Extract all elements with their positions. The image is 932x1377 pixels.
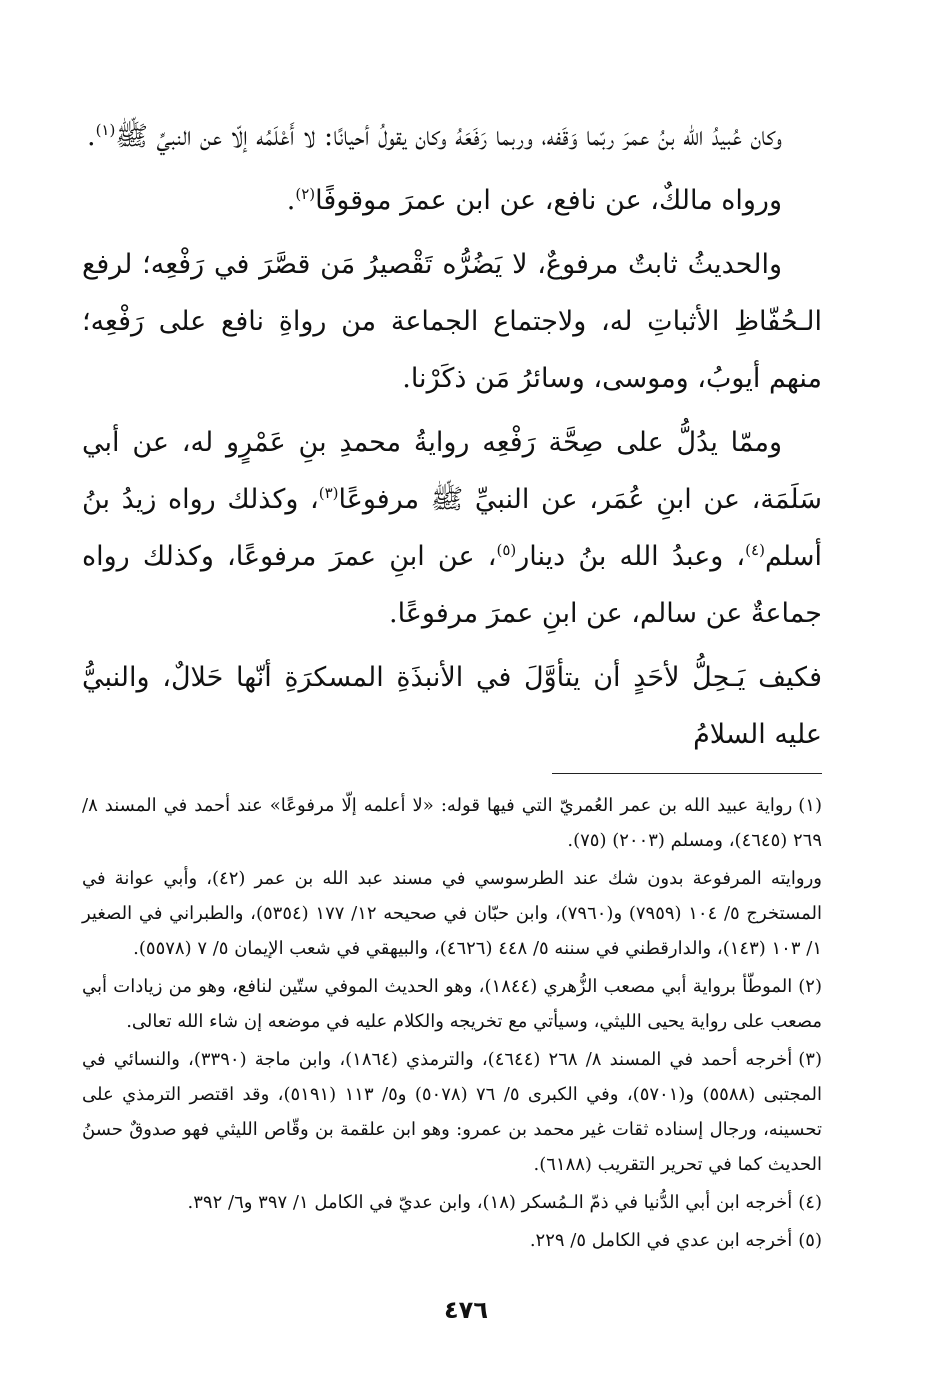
footnote-separator	[552, 773, 822, 774]
footnote-text: أخرجه ابن أبي الدُّنيا في ذمّ الـمُسكر (١٨)، وابن عديّ في الكامل ١/ ٣٩٧ و٦/ ٣٩٢.	[187, 1192, 793, 1213]
footnote-number: (٥)	[798, 1230, 822, 1251]
footnote-5	[82, 1223, 822, 1258]
footnote-3	[82, 1042, 822, 1182]
page-body	[82, 108, 822, 1261]
paragraph-5: فكيف يَـحِلُّ لأحَدٍ أن يتأوَّلَ في الأنبذَةِ المسكرَةِ أنّها حَلالٌ، والنبيُّ عليه السلامُ	[82, 662, 822, 750]
footnote-number: (١)	[798, 795, 822, 816]
paragraph-1	[82, 108, 822, 165]
footnote-number: (٣)	[798, 1049, 822, 1070]
paragraph-4-text-b: ، وكذلك رواه زيدُ بنُ أسلم	[82, 484, 822, 572]
paragraph-3: والحديثُ ثابتٌ مرفوعٌ، لا يَضُرُّه تَقْصيرُ مَن قصَّرَ في رَفْعِه؛ لرفع الـحُفّاظِ الأثباتِ له، ولاجتماع الجماعة من رواةِ نافع على رَفْعِه؛ منهم أيوبُ، وموسى، وسائرُ مَن ذكَرْنا.	[82, 249, 822, 394]
paragraph-4	[82, 414, 822, 642]
main-text	[82, 108, 822, 763]
footnote-ref-4[interactable]: (٤)	[745, 541, 765, 559]
footnote-ref-1[interactable]: (١)	[95, 121, 116, 139]
footnote-4	[82, 1185, 822, 1220]
footnote-text: الموطّأ برواية أبي مصعب الزُّهري (١٨٤٤)، وهو الحديث الموفي ستّين لنافع، وهو من زيادات أبي مصعب على رواية يحيى الليثي، وسيأتي مع تخريجه والكلام عليه في موضعه إن شاء الله تعالى.	[82, 976, 822, 1032]
paragraph-1-end: .	[86, 121, 96, 152]
footnote-number: (٢)	[798, 976, 822, 997]
paragraph-2-text: ورواه مالكٌ، عن نافع، عن ابن عمرَ موقوفًا	[315, 185, 782, 216]
footnote-1-continuation: وروايته المرفوعة بدون شك عند الطرسوسي في مسند عبد الله بن عمر (٤٢)، وأبي عوانة في المستخرج ٥/ ١٠٤ (٧٩٥٩) و(٧٩٦٠)، وابن حبّان في صحيحه ١٢/ ١٧٧ (٥٣٥٤)، والطبراني في الصغير ١/ ١٠٣ (١٤٣)، والدارقطني في سننه ٥/ ٤٤٨ (٤٦٢٦)، والبيهقي في شعب الإيمان ٥/ ٧ (٥٥٧٨).	[82, 868, 822, 959]
paragraph-2	[82, 172, 822, 229]
footnote-text: رواية عبيد الله بن عمر العُمريّ التي فيها قوله: «لا أعلمه إلّا مرفوعًا» عند أحمد في المسند ٨/ ٢٦٩ (٤٦٤٥)، ومسلم (٢٠٠٣) (٧٥).	[82, 795, 822, 851]
footnote-text: أخرجه ابن عدي في الكامل ٥/ ٢٢٩.	[529, 1230, 793, 1251]
footnote-ref-2[interactable]: (٢)	[295, 185, 316, 203]
paragraph-4-text-c: ، وعبدُ الله بنُ دينار	[516, 541, 746, 572]
footnote-number: (٤)	[798, 1192, 822, 1213]
footnote-1	[82, 788, 822, 858]
paragraph-1-text: وكان عُبيدُ الله بنُ عمرَ ربّما وَقَفه، وربما رَفَعَهُ وكان يقولُ أحيانًا: لا أَعْلَمُه إلّا عن النبيِّ ﷺ	[115, 121, 782, 152]
paragraph-4-text-d: ، عن ابنِ عمرَ مرفوعًا، وكذلك رواه جماعةٌ عن سالم، عن ابنِ عمرَ مرفوعًا.	[82, 541, 822, 629]
footnote-ref-3[interactable]: (٣)	[318, 484, 339, 502]
paragraph-4-text-a: وممّا يدُلُّ على صِحَّة رَفْعِه روايةُ محمدِ بنِ عَمْرٍو له، عن أبي سَلَمَة، عن ابنِ عُمَر، عن النبيِّ ﷺ مرفوعًا	[82, 427, 822, 515]
footnote-2	[82, 969, 822, 1039]
paragraph-2-end: .	[286, 185, 296, 216]
footnote-text: أخرجه أحمد في المسند ٨/ ٢٦٨ (٤٦٤٤)، والترمذي (١٨٦٤)، وابن ماجة (٣٣٩٠)، والنسائي في المجتبى (٥٥٨٨) و(٥٧٠١)، وفي الكبرى ٥/ ٧٦ (٥٠٧٨) و٥/ ١١٣ (٥١٩١)، وقد اقتصر الترمذي على تحسينه، ورجال إسناده ثقات غير محمد بن عمرو: وهو ابن علقمة بن وقّاص الليثي فهو صدوقٌ حسنُ الحديث كما في تحرير التقريب (٦١٨٨).	[82, 1049, 822, 1175]
page-number: ٤٧٦	[444, 1296, 488, 1324]
footnotes	[82, 788, 822, 1258]
footnote-ref-5[interactable]: (٥)	[496, 541, 517, 559]
